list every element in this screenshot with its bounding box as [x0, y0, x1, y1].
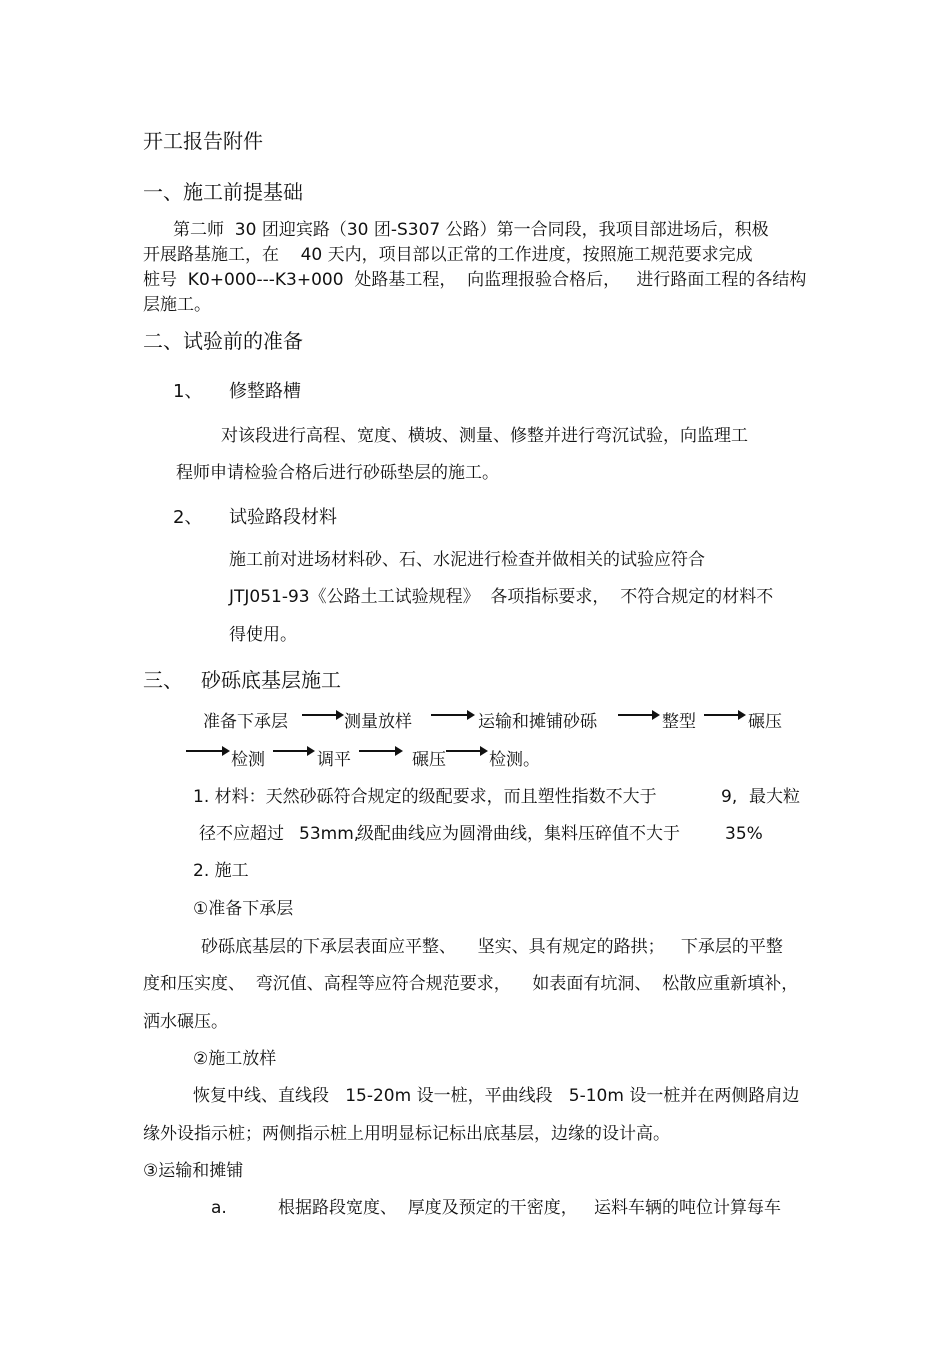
material-line-1c: 最大粒 — [749, 787, 800, 807]
construction-heading: 2. 施工 — [193, 861, 249, 881]
item-2-number: 2、 — [173, 507, 203, 528]
flow-arrow-7 — [359, 750, 401, 752]
flow-step-8: 碾压 — [412, 750, 446, 770]
material-line-2c: 级配曲线应为圆滑曲线，集料压碎值不大于 — [357, 824, 680, 844]
item-1-number: 1、 — [173, 381, 203, 402]
section-1-heading: 一、施工前提基础 — [143, 180, 303, 204]
flow-step-1: 准备下承层 — [203, 712, 288, 732]
section-3-heading: 砂砾底基层施工 — [201, 668, 341, 692]
item-1-title: 修整路槽 — [229, 381, 301, 402]
sub-1-title: ①准备下承层 — [193, 899, 294, 919]
section-1-line-4: 层施工。 — [143, 295, 211, 315]
sub-2-title: ②施工放样 — [193, 1049, 277, 1069]
flow-step-4: 整型 — [662, 712, 696, 732]
sub-1-line-2: 度和压实度、 弯沉值、高程等应符合规范要求， 如表面有坑洞、 松散应重新填补， — [143, 974, 799, 994]
flow-step-2: 测量放样 — [344, 712, 412, 732]
sub-2-line-1: 恢复中线、直线段 15-20m 设一桩，平曲线段 5-10m 设一桩并在两侧路肩边 — [193, 1086, 800, 1106]
item-2-line-1: 施工前对进场材料砂、石、水泥进行检查并做相关的试验应符合 — [229, 550, 705, 570]
flow-arrow-3 — [618, 714, 658, 716]
flow-step-6: 检测 — [231, 750, 265, 770]
flow-arrow-1 — [302, 714, 342, 716]
flow-arrow-5 — [186, 750, 228, 752]
flow-arrow-2 — [431, 714, 473, 716]
sub-1-line-3: 洒水碾压。 — [143, 1012, 228, 1032]
material-line-2b: 53mm, — [299, 824, 360, 844]
material-line-1b: 9, — [721, 787, 738, 807]
sub-3-item-a-text: 根据路段宽度、 厚度及预定的干密度， 运料车辆的吨位计算每车 — [278, 1198, 782, 1218]
section-1-line-1: 第二师 30 团迎宾路（30 团-S307 公路）第一合同段，我项目部进场后，积极 — [173, 220, 769, 240]
sub-3-title: ③运输和摊铺 — [143, 1161, 244, 1181]
sub-2-line-2: 缘外设指示桩；两侧指示桩上用明显标记标出底基层，边缘的设计高。 — [143, 1124, 670, 1144]
sub-3-item-a-label: a. — [211, 1198, 227, 1218]
section-1-line-3: 桩号 K0+000---K3+000 处路基工程， 向监理报验合格后， 进行路面工程的各结构 — [143, 270, 807, 290]
page-title: 开工报告附件 — [143, 129, 263, 153]
flow-step-9: 检测。 — [489, 750, 540, 770]
section-1-line-2: 开展路基施工，在 40 天内，项目部以正常的工作进度，按照施工规范要求完成 — [143, 245, 753, 265]
material-line-2d: 35% — [725, 824, 763, 844]
flow-arrow-8 — [446, 750, 486, 752]
item-1-line-1: 对该段进行高程、宽度、横坡、测量、修整并进行弯沉试验，向监理工 — [221, 426, 748, 446]
flow-step-3: 运输和摊铺砂砾 — [478, 712, 597, 732]
sub-1-line-1: 砂砾底基层的下承层表面应平整、 坚实、具有规定的路拱； 下承层的平整 — [201, 937, 783, 957]
flow-arrow-4 — [704, 714, 744, 716]
flow-arrow-6 — [273, 750, 313, 752]
flow-step-7: 调平 — [317, 750, 351, 770]
item-2-line-2: JTJ051-93《公路土工试验规程》 各项指标要求， 不符合规定的材料不 — [229, 587, 774, 607]
section-2-heading: 二、试验前的准备 — [143, 329, 303, 353]
item-2-line-3: 得使用。 — [229, 625, 297, 645]
item-1-line-2: 程师申请检验合格后进行砂砾垫层的施工。 — [176, 463, 499, 483]
item-2-title: 试验路段材料 — [229, 507, 337, 528]
section-3-number: 三、 — [143, 668, 183, 692]
material-line-1a: 1. 材料：天然砂砾符合规定的级配要求，而且塑性指数不大于 — [193, 787, 657, 807]
material-line-2a: 径不应超过 — [199, 824, 284, 844]
flow-step-5: 碾压 — [748, 712, 782, 732]
